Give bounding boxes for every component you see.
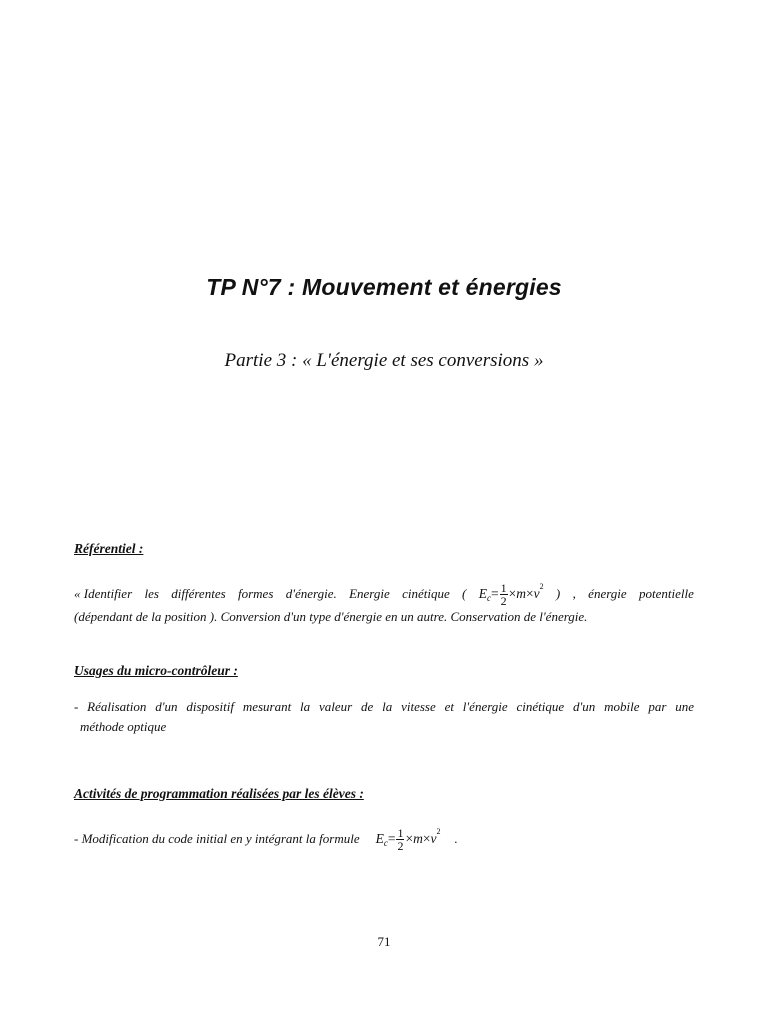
activites-text: - Modification du code initial en y intégrant la formule	[74, 831, 360, 846]
formula-times: ×	[508, 586, 517, 601]
referentiel-heading: Référentiel :	[74, 541, 144, 556]
kinetic-energy-formula-2	[376, 827, 441, 852]
word: Energie	[349, 586, 390, 601]
word: )	[555, 586, 561, 601]
word: formes	[237, 586, 274, 601]
formula-mass: m	[516, 586, 526, 601]
word: différentes	[171, 586, 226, 601]
page-title: TP N°7 : Mouvement et énergies	[206, 274, 562, 300]
page-number: 71	[377, 934, 391, 949]
formula-symbol: E	[478, 586, 487, 601]
word: d'énergie.	[285, 586, 337, 601]
word: énergie	[588, 586, 627, 601]
formula-equals: =	[490, 586, 499, 601]
usages-line-1: - Réalisation d'un dispositif mesurant la valeur de la vitesse et l'énergie cinétique d'un mobile par une	[74, 699, 694, 714]
formula-fraction	[396, 827, 404, 852]
word: ,	[572, 586, 576, 601]
formula-exponent: 2	[436, 827, 441, 836]
word: les	[144, 586, 159, 601]
formula-velocity: v	[533, 586, 540, 601]
formula-denominator: 2	[397, 838, 404, 853]
formula-symbol: E	[375, 831, 384, 846]
word: (	[462, 586, 467, 601]
word: potentielle	[639, 586, 694, 601]
formula-denominator: 2	[500, 593, 507, 608]
word: cinétique	[402, 586, 450, 601]
usages-line-2: méthode optique	[80, 719, 167, 734]
activites-line	[74, 826, 458, 852]
formula-numerator: 1	[397, 825, 404, 840]
formula-times: ×	[525, 586, 534, 601]
formula-times: ×	[405, 831, 414, 846]
kinetic-energy-formula	[479, 582, 544, 607]
referentiel-paragraph	[74, 581, 694, 627]
formula-exponent: 2	[539, 582, 544, 591]
page-subtitle: Partie 3 : « L'énergie et ses conversions »	[224, 350, 544, 371]
word: « Identifier	[74, 586, 133, 601]
formula-subscript: c	[486, 593, 491, 603]
formula-mass: m	[413, 831, 423, 846]
formula-numerator: 1	[500, 580, 507, 595]
activites-heading: Activités de programmation réalisées par les élèves :	[74, 786, 364, 801]
usages-heading: Usages du micro-contrôleur :	[74, 663, 238, 678]
formula-subscript: c	[383, 838, 388, 848]
referentiel-line-1	[74, 581, 694, 607]
formula-times: ×	[422, 831, 431, 846]
activites-period: .	[454, 831, 458, 846]
usages-paragraph	[74, 697, 694, 737]
formula-velocity: v	[430, 831, 437, 846]
formula-fraction	[500, 582, 508, 607]
referentiel-line-2: (dépendant de la position ). Conversion d'un type d'énergie en un autre. Conservation de l'énergie.	[74, 609, 588, 624]
formula-equals: =	[387, 831, 396, 846]
